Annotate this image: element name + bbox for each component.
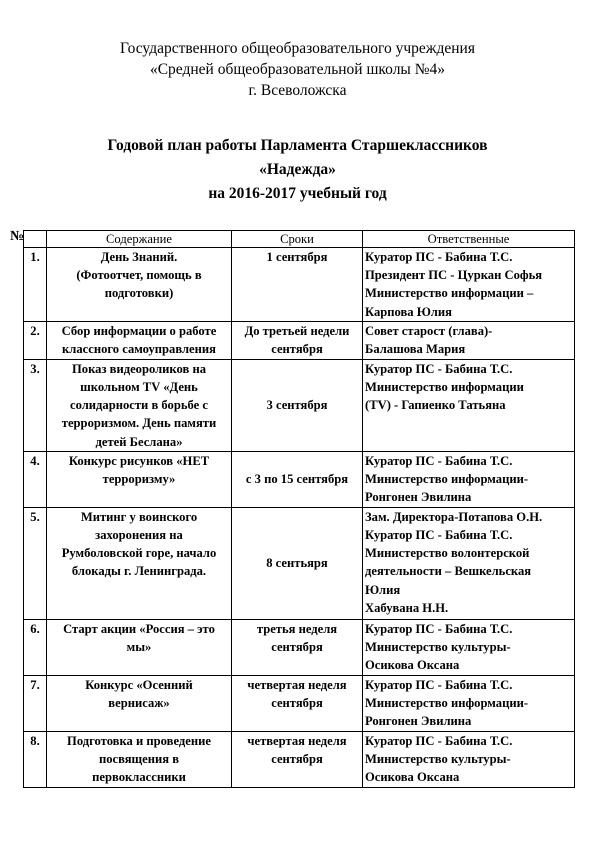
row-responsible-line: Осикова Оксана xyxy=(365,770,460,785)
row-content-line: блокады г. Ленинграда. xyxy=(71,564,207,579)
row-content xyxy=(47,248,232,322)
row-responsible xyxy=(363,507,575,619)
row-content-line: (Фотоотчет, помощь в xyxy=(76,268,202,283)
plan-table xyxy=(23,230,575,788)
row-content-line: Митинг у воинского xyxy=(80,509,198,524)
row-dates-line: четвертая неделя xyxy=(247,677,347,692)
row-dates-line: сентября xyxy=(271,696,323,711)
row-dates-line: 8 сентьяря xyxy=(266,556,328,571)
column-header-content: Содержание xyxy=(47,231,232,248)
row-dates-line: с 3 по 15 сентября xyxy=(245,472,349,487)
row-content-line: подготовки) xyxy=(104,286,174,301)
row-responsible-line: Ронгонен Эвилина xyxy=(365,490,472,505)
row-dates-line: До третьей недели xyxy=(244,323,350,338)
row-content-line: посвящения в xyxy=(98,752,180,767)
row-content xyxy=(47,359,232,451)
row-content-line: Показ видеороликов на xyxy=(71,361,206,376)
row-dates-line: сентября xyxy=(271,752,323,767)
row-content-line: Старт акции «Россия – это xyxy=(63,621,215,636)
row-responsible-line: Министерство информации xyxy=(365,380,524,395)
row-content-line: терроризму» xyxy=(102,472,176,487)
row-dates xyxy=(232,248,363,322)
table-row xyxy=(24,619,575,675)
row-content-line: День Знаний. xyxy=(100,250,178,264)
table-header-row xyxy=(24,231,575,248)
row-content-line: Подготовка и проведение xyxy=(67,733,211,748)
row-responsible xyxy=(363,359,575,451)
row-content xyxy=(47,731,232,787)
column-header-responsible: Ответственные xyxy=(363,231,575,248)
title-line-2: «Надежда» xyxy=(259,161,336,178)
row-responsible-line: Министерство волонтерской xyxy=(365,546,530,561)
row-number: 6. xyxy=(24,619,47,675)
row-responsible-line: Совет старост (глава)- xyxy=(365,323,493,338)
row-dates-line: третья неделя xyxy=(256,621,338,636)
row-responsible-line: Зам. Директора-Потапова О.Н. xyxy=(365,509,543,524)
row-responsible-line: Министерство информации – xyxy=(365,286,534,301)
row-number: 8. xyxy=(24,731,47,787)
row-responsible-line: Министерство культуры- xyxy=(365,752,511,767)
row-number: 3. xyxy=(24,359,47,451)
row-dates xyxy=(232,675,363,731)
row-content-line: классного самоуправления xyxy=(62,342,216,357)
row-responsible-line: Ронгонен Эвилина xyxy=(365,714,472,729)
org-line-1: Государственного общеобразовательного учреждения xyxy=(120,40,475,57)
row-dates-line: сентября xyxy=(271,342,323,357)
row-responsible-line: Министерство культуры- xyxy=(365,640,511,655)
row-responsible xyxy=(363,619,575,675)
row-dates xyxy=(232,321,363,359)
row-responsible-line: (TV) - Гапиенко Татьяна xyxy=(365,398,506,413)
row-responsible-line: Куратор ПС - Бабина Т.С. xyxy=(365,677,513,692)
row-content-line: Конкурс «Осенний xyxy=(85,677,193,692)
row-responsible-line: Куратор ПС - Бабина Т.С. xyxy=(365,621,513,636)
row-dates-line: четвертая неделя xyxy=(247,733,347,748)
row-content xyxy=(47,451,232,507)
row-responsible-line: Балашова Мария xyxy=(365,342,466,357)
row-content-line: Сбор информации о работе xyxy=(61,323,217,338)
row-responsible-line: Куратор ПС - Бабина Т.С. xyxy=(365,733,513,748)
document-title xyxy=(0,134,595,206)
table-row xyxy=(24,248,575,322)
row-content-line: вернисаж» xyxy=(108,696,170,711)
row-responsible-line: Юлия xyxy=(365,582,401,597)
row-content xyxy=(47,619,232,675)
table-row xyxy=(24,321,575,359)
column-header-dates: Сроки xyxy=(232,231,363,248)
row-dates xyxy=(232,507,363,619)
organization-header xyxy=(0,38,595,101)
row-responsible-line: Карпова Юлия xyxy=(365,304,452,319)
title-line-3: на 2016-2017 учебный год xyxy=(208,185,387,202)
row-responsible-line: Куратор ПС - Бабина Т.С. xyxy=(365,453,513,468)
row-number: 4. xyxy=(24,451,47,507)
row-content-line: мы» xyxy=(126,640,152,655)
org-line-2: «Средней общеобразовательной школы №4» xyxy=(149,61,446,78)
title-line-1: Годовой план работы Парламента Старшеклассников xyxy=(107,137,488,154)
org-line-3: г. Всеволожска xyxy=(248,82,347,99)
row-responsible xyxy=(363,321,575,359)
column-header-num-cell xyxy=(24,231,47,248)
table-row xyxy=(24,731,575,787)
row-content-line: Румболовской горе, начало xyxy=(61,546,217,561)
row-responsible-line: Президент ПС - Цуркан Софья xyxy=(365,268,543,283)
row-content xyxy=(47,507,232,619)
table-row xyxy=(24,675,575,731)
row-responsible xyxy=(363,248,575,322)
column-header-num: № xyxy=(10,229,25,244)
row-responsible-line: Министерство информации- xyxy=(365,472,529,487)
row-responsible xyxy=(363,731,575,787)
row-responsible-line: Куратор ПС - Бабина Т.С. xyxy=(365,361,513,376)
row-dates-line: 3 сентября xyxy=(266,398,328,413)
row-content-line: захоронения на xyxy=(95,528,183,543)
row-dates xyxy=(232,359,363,451)
row-content-line: Конкурс рисунков «НЕТ xyxy=(68,453,210,468)
row-responsible-line: Куратор ПС - Бабина Т.С. xyxy=(365,250,513,264)
row-dates-line: 1 сентября xyxy=(266,250,328,264)
row-responsible-line: Министерство информации- xyxy=(365,696,529,711)
row-responsible-line: деятельности – Вешкельская xyxy=(365,564,532,579)
row-responsible-line: Осикова Оксана xyxy=(365,658,460,673)
row-content-line: детей Беслана» xyxy=(95,434,183,449)
row-responsible xyxy=(363,675,575,731)
row-dates xyxy=(232,451,363,507)
row-dates xyxy=(232,731,363,787)
row-responsible-line: Куратор ПС - Бабина Т.С. xyxy=(365,528,513,543)
table-row xyxy=(24,451,575,507)
row-number: 5. xyxy=(24,507,47,619)
table-row xyxy=(24,507,575,619)
row-number: 1. xyxy=(24,248,47,322)
row-dates xyxy=(232,619,363,675)
row-number: 2. xyxy=(24,321,47,359)
row-content-line: терроризмом. День памяти xyxy=(61,416,217,431)
row-dates-line: сентября xyxy=(271,640,323,655)
row-content xyxy=(47,675,232,731)
row-content-line: первоклассники xyxy=(92,770,186,785)
row-content-line: солидарности в борьбе с xyxy=(70,398,208,413)
row-responsible-line: Хабувана Н.Н. xyxy=(365,600,449,615)
row-responsible xyxy=(363,451,575,507)
row-content xyxy=(47,321,232,359)
row-number: 7. xyxy=(24,675,47,731)
row-content-line: школьном TV «День xyxy=(80,380,198,395)
table-row xyxy=(24,359,575,451)
